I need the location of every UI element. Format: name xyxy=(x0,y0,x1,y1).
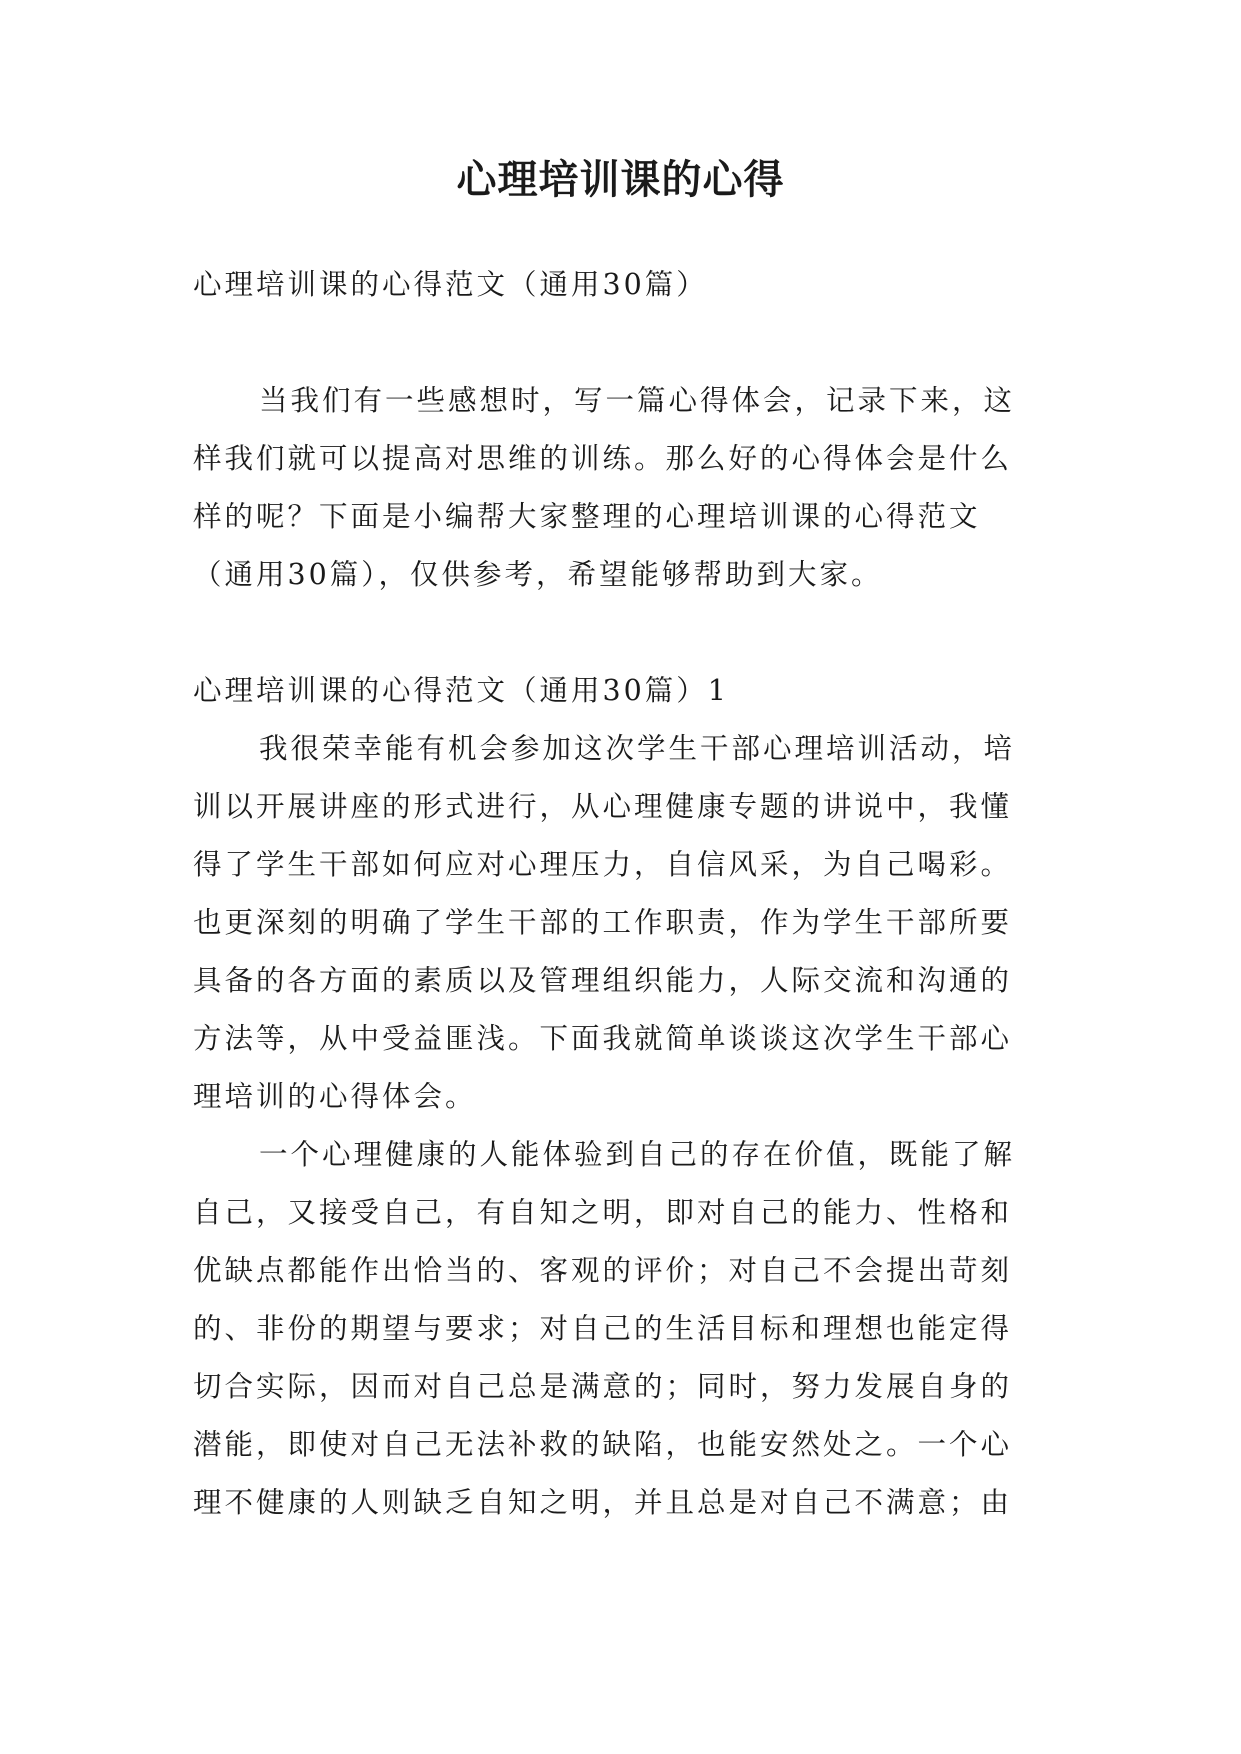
document-title: 心理培训课的心得 xyxy=(456,156,785,203)
intro-line: 样我们就可以提高对思维的训练。那么好的心得体会是什么 xyxy=(193,442,1013,475)
spacer xyxy=(193,314,1053,372)
paragraph-2 xyxy=(193,1126,1053,1532)
spacer xyxy=(193,604,1053,662)
paragraph-line: 我很荣幸能有机会参加这次学生干部心理培训活动，培 xyxy=(259,732,1016,765)
paragraph-line: 自己，又接受自己，有自知之明，即对自己的能力、性格和 xyxy=(193,1196,1013,1229)
paragraph-line: 训以开展讲座的形式进行，从心理健康专题的讲说中，我懂 xyxy=(193,790,1013,823)
paragraph-line: 一个心理健康的人能体验到自己的存在价值，既能了解 xyxy=(259,1138,1016,1171)
paragraph-line: 优缺点都能作出恰当的、客观的评价；对自己不会提出苛刻 xyxy=(193,1254,1013,1287)
intro-paragraph xyxy=(193,372,1053,604)
section-heading: 心理培训课的心得范文（通用30篇）1 xyxy=(193,674,729,707)
paragraph-line: 方法等，从中受益匪浅。下面我就简单谈谈这次学生干部心 xyxy=(193,1022,1013,1055)
paragraph-line: 潜能，即使对自己无法补救的缺陷，也能安然处之。一个心 xyxy=(193,1428,1013,1461)
paragraph-line: 理不健康的人则缺乏自知之明，并且总是对自己不满意；由 xyxy=(193,1486,1013,1519)
intro-line: 当我们有一些感想时，写一篇心得体会，记录下来，这 xyxy=(259,384,1016,417)
intro-line: （通用30篇），仅供参考，希望能够帮助到大家。 xyxy=(193,558,883,591)
document-subtitle: 心理培训课的心得范文（通用30篇） xyxy=(193,268,708,301)
paragraph-line: 切合实际，因而对自己总是满意的；同时，努力发展自身的 xyxy=(193,1370,1013,1403)
paragraph-line: 理培训的心得体会。 xyxy=(193,1080,477,1113)
paragraph-line: 的、非份的期望与要求；对自己的生活目标和理想也能定得 xyxy=(193,1312,1013,1345)
document-body xyxy=(193,256,1053,1532)
paragraph-line: 具备的各方面的素质以及管理组织能力，人际交流和沟通的 xyxy=(193,964,1013,997)
paragraph-1 xyxy=(193,720,1053,1126)
intro-line: 样的呢？下面是小编帮大家整理的心理培训课的心得范文 xyxy=(193,500,981,533)
paragraph-line: 得了学生干部如何应对心理压力，自信风采，为自己喝彩。 xyxy=(193,848,1013,881)
paragraph-line: 也更深刻的明确了学生干部的工作职责，作为学生干部所要 xyxy=(193,906,1013,939)
